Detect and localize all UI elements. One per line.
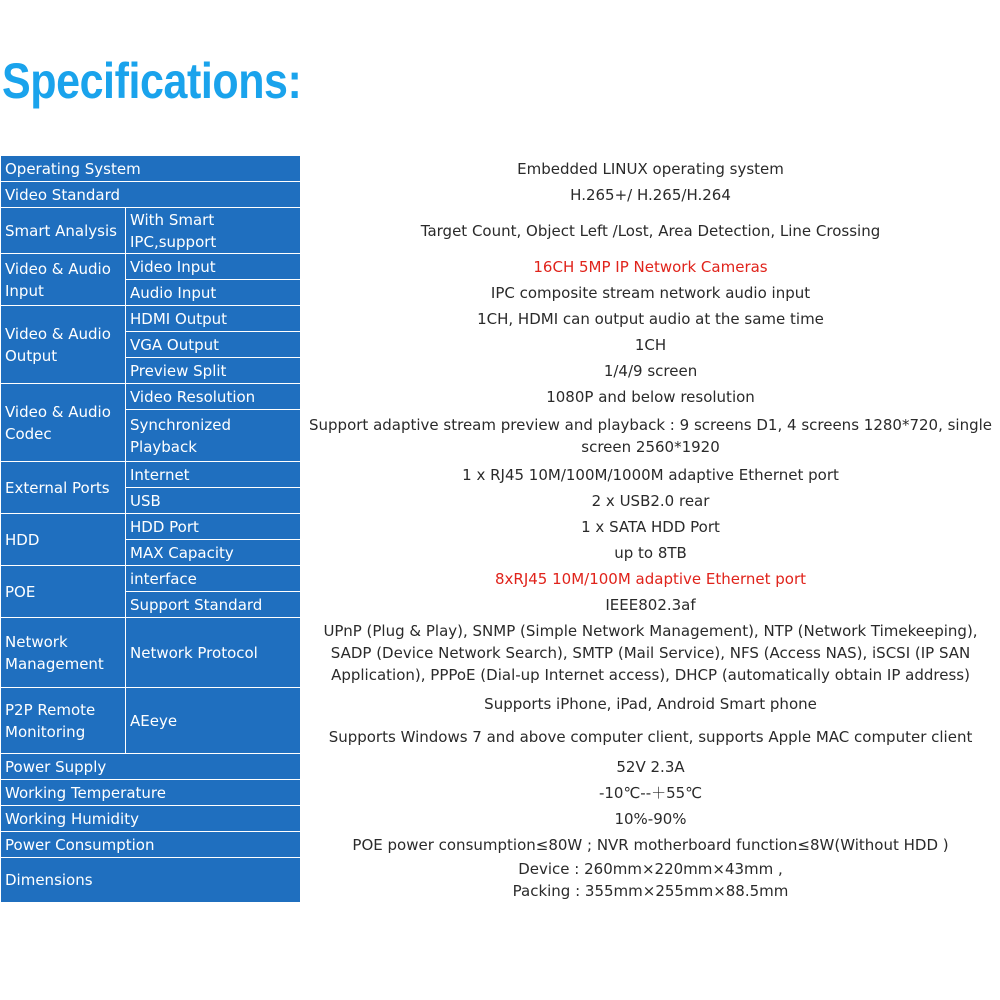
spec-label: Dimensions xyxy=(1,858,301,903)
spec-sublabel: MAX Capacity xyxy=(126,540,301,566)
spec-row-hdd-port xyxy=(1,514,1000,540)
spec-value: UPnP (Plug & Play), SNMP (Simple Network Management), NTP (Network Timekeeping), SADP (Device Network Search), SMTP (Mail Service), NFS (Access NAS), iSCSI (IP SAN Application), PPPoE (Dial-up Internet access), DHCP (automatically obtain IP address) xyxy=(301,618,1000,688)
spec-group-label: Video & Audio Input xyxy=(1,254,126,306)
spec-sublabel: Support Standard xyxy=(126,592,301,618)
spec-value: -10℃--＋55℃ xyxy=(301,780,1000,806)
spec-value: POE power consumption≤80W ; NVR motherboard function≤8W(Without HDD ) xyxy=(301,832,1000,858)
spec-row-synchronized-playback xyxy=(1,410,1000,462)
spec-row-video-resolution xyxy=(1,384,1000,410)
spec-sublabel: VGA Output xyxy=(126,332,301,358)
spec-sublabel: Synchronized Playback xyxy=(126,410,301,462)
spec-row-poe-interface xyxy=(1,566,1000,592)
dimensions-device: Device : 260mm×220mm×43mm , xyxy=(518,860,783,878)
spec-row-working-humidity xyxy=(1,806,1000,832)
spec-sublabel: interface xyxy=(126,566,301,592)
dimensions-packing: Packing : 355mm×255mm×88.5mm xyxy=(512,882,789,900)
spec-row-internet xyxy=(1,462,1000,488)
spec-row-power-consumption xyxy=(1,832,1000,858)
spec-group-label: Network Management xyxy=(1,618,126,688)
spec-sublabel: HDD Port xyxy=(126,514,301,540)
spec-value: Embedded LINUX operating system xyxy=(301,156,1000,182)
spec-label: Working Temperature xyxy=(1,780,301,806)
spec-value-highlight: 8xRJ45 10M/100M adaptive Ethernet port xyxy=(301,566,1000,592)
spec-value: 1080P and below resolution xyxy=(301,384,1000,410)
spec-group-label: HDD xyxy=(1,514,126,566)
spec-sublabel: HDMI Output xyxy=(126,306,301,332)
spec-value: 1 x RJ45 10M/100M/1000M adaptive Ethernet port xyxy=(301,462,1000,488)
spec-group-label: External Ports xyxy=(1,462,126,514)
spec-group-label: Video & Audio Codec xyxy=(1,384,126,462)
spec-row-network-protocol xyxy=(1,618,1000,688)
spec-value: 2 x USB2.0 rear xyxy=(301,488,1000,514)
spec-group-label: POE xyxy=(1,566,126,618)
spec-value: 1 x SATA HDD Port xyxy=(301,514,1000,540)
spec-value: IPC composite stream network audio input xyxy=(301,280,1000,306)
spec-value: Supports Windows 7 and above computer client, supports Apple MAC computer client xyxy=(301,721,1000,754)
spec-value: Supports iPhone, iPad, Android Smart phone xyxy=(301,688,1000,721)
spec-group-label: P2P Remote Monitoring xyxy=(1,688,126,754)
spec-row-video-standard xyxy=(1,182,1000,208)
spec-value: 52V 2.3A xyxy=(301,754,1000,780)
spec-row-video-input xyxy=(1,254,1000,280)
spec-value: Target Count, Object Left /Lost, Area Detection, Line Crossing xyxy=(301,208,1000,254)
spec-row-usb xyxy=(1,488,1000,514)
spec-value: 1/4/9 screen xyxy=(301,358,1000,384)
spec-label: Smart Analysis xyxy=(1,208,126,254)
spec-sublabel: With Smart IPC,support xyxy=(126,208,301,254)
spec-row-hdmi-output xyxy=(1,306,1000,332)
spec-sublabel: Video Input xyxy=(126,254,301,280)
spec-row-poe-standard xyxy=(1,592,1000,618)
spec-value: up to 8TB xyxy=(301,540,1000,566)
spec-label: Working Humidity xyxy=(1,806,301,832)
spec-sublabel: Internet xyxy=(126,462,301,488)
spec-value: 10%-90% xyxy=(301,806,1000,832)
spec-sublabel: USB xyxy=(126,488,301,514)
spec-value: 1CH xyxy=(301,332,1000,358)
spec-row-os xyxy=(1,156,1000,182)
spec-label: Power Consumption xyxy=(1,832,301,858)
spec-row-max-capacity xyxy=(1,540,1000,566)
spec-sublabel: Audio Input xyxy=(126,280,301,306)
spec-row-dimensions xyxy=(1,858,1000,903)
page-title: Specifications: xyxy=(2,53,302,109)
spec-group-label: Video & Audio Output xyxy=(1,306,126,384)
spec-sublabel: Network Protocol xyxy=(126,618,301,688)
spec-value-highlight: 16CH 5MP IP Network Cameras xyxy=(301,254,1000,280)
spec-row-vga-output xyxy=(1,332,1000,358)
spec-row-smart-analysis xyxy=(1,208,1000,254)
spec-row-power-supply xyxy=(1,754,1000,780)
spec-label: Power Supply xyxy=(1,754,301,780)
spec-value: H.265+/ H.265/H.264 xyxy=(301,182,1000,208)
spec-value: 1CH, HDMI can output audio at the same time xyxy=(301,306,1000,332)
spec-sublabel: AEeye xyxy=(126,688,301,754)
spec-value xyxy=(301,858,1000,903)
spec-sublabel: Video Resolution xyxy=(126,384,301,410)
spec-value: Support adaptive stream preview and playback : 9 screens D1, 4 screens 1280*720, single screen 2560*1920 xyxy=(301,410,1000,462)
spec-sublabel: Preview Split xyxy=(126,358,301,384)
spec-row-audio-input xyxy=(1,280,1000,306)
spec-row-p2p-mobile xyxy=(1,688,1000,721)
spec-table xyxy=(0,155,1000,903)
spec-label: Operating System xyxy=(1,156,301,182)
spec-label: Video Standard xyxy=(1,182,301,208)
spec-row-working-temperature xyxy=(1,780,1000,806)
spec-value: IEEE802.3af xyxy=(301,592,1000,618)
spec-row-preview-split xyxy=(1,358,1000,384)
